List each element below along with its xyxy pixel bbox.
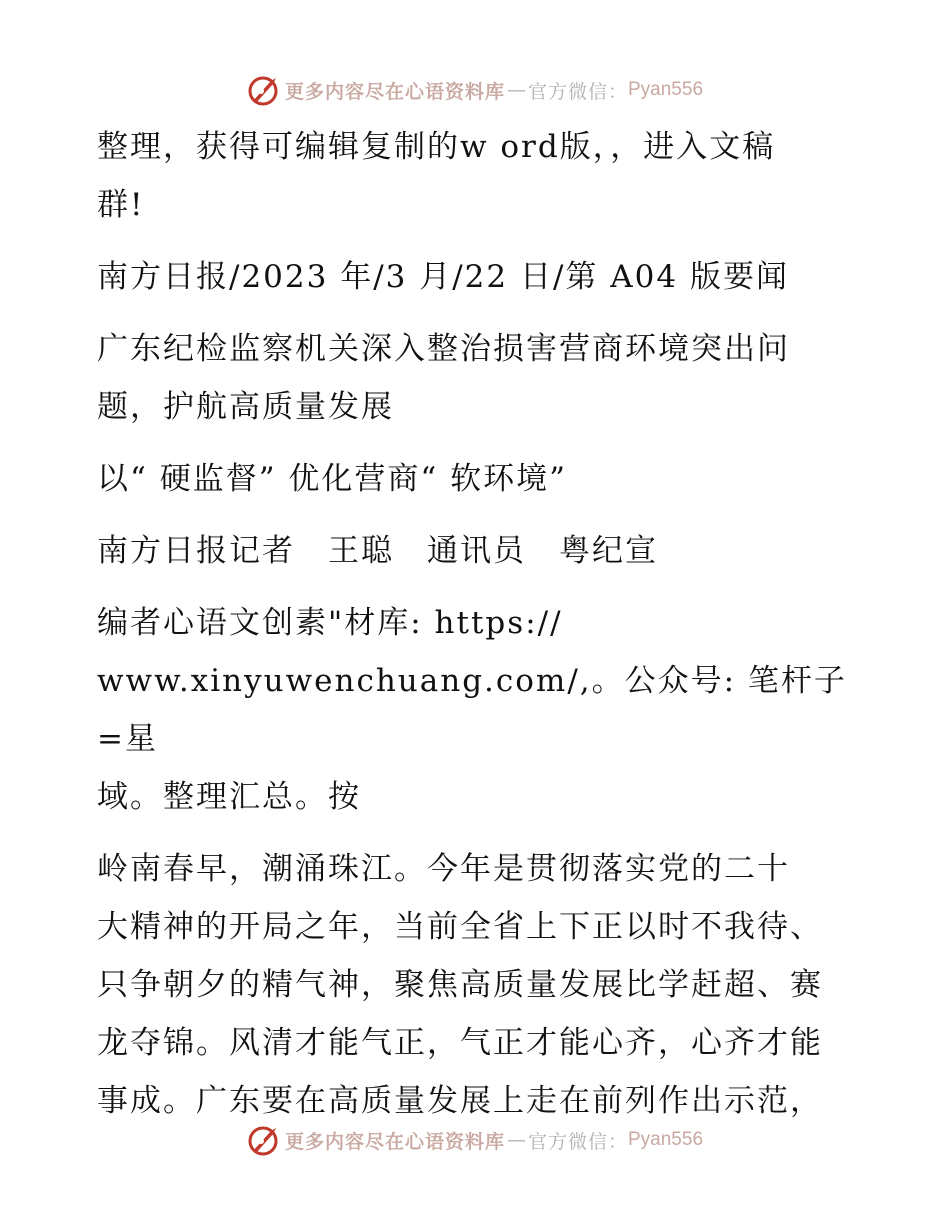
banner-main-text: 更多内容尽在心语资料库 [284,1130,505,1153]
paragraph-byline [97,522,857,580]
pen-logo-icon [247,73,281,107]
text-line: 岭南春早，潮涌珠江。今年是贯彻落实党的二十 [97,851,790,887]
text-line: 编者心语文创素"材库: https:// [97,605,563,641]
paragraph-source [97,248,857,306]
banner-dash: — [506,1129,526,1151]
document-body [97,118,857,1144]
banner-main-text: 更多内容尽在心语资料库 [284,80,505,103]
text-line: 只争朝夕的精气神，聚焦高质量发展比学赶超、赛 [97,967,823,1003]
text-line: www.xinyuwenchuang.com/,。公众号: 笔杆子=星 [97,663,847,757]
text-line: 题，护航高质量发展 [97,389,394,425]
footer-watermark-banner [0,1120,950,1160]
text-line: 广东纪检监察机关深入整治损害营商环境突出问 [97,331,790,367]
text-line: 以“ 硬监督” 优化营商“ 软环境” [97,461,567,497]
banner-wechat-id: Pyan556 [628,79,704,100]
text-line: 南方日报记者 王聪 通讯员 粤纪宣 [97,533,658,569]
paragraph-headline [97,320,857,436]
paragraph-editor-note [97,594,857,826]
banner-wechat-id: Pyan556 [628,1129,704,1150]
header-watermark-banner [0,70,950,110]
banner-label: 官方微信： [527,80,628,103]
banner-dash: — [506,79,526,101]
paragraph-body [97,840,857,1130]
text-line: 整理，获得可编辑复制的w ord版，，进入文稿 [97,129,776,165]
text-line: 龙夺锦。风清才能气正，气正才能心齐，心齐才能 [97,1025,823,1061]
text-line: 事成。广东要在高质量发展上走在前列作出示范， [97,1083,823,1119]
text-line: 南方日报/2023 年/3 月/22 日/第 A04 版要闻 [97,259,789,295]
paragraph-intro [97,118,857,234]
banner-label: 官方微信： [527,1130,628,1153]
text-line: 群! [97,187,145,223]
pen-logo-icon [247,1123,281,1157]
text-line: 大精神的开局之年，当前全省上下正以时不我待、 [97,909,823,945]
paragraph-subheadline [97,450,857,508]
text-line: 域。整理汇总。按 [97,779,361,815]
